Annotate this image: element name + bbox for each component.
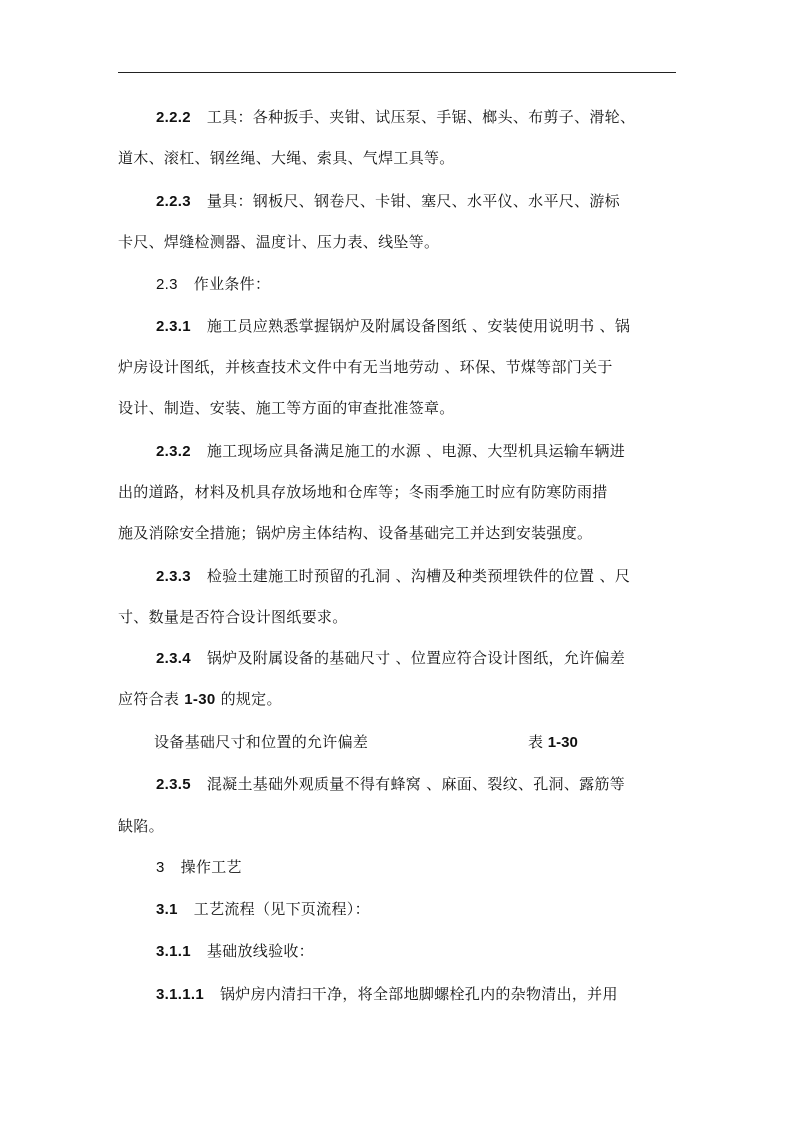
- paragraph-text: 作业条件：: [193, 275, 271, 293]
- section-3-1-heading: [156, 899, 370, 920]
- paragraph-2-3-2-line-3: [118, 523, 592, 543]
- table-caption-number: [528, 732, 578, 753]
- paragraph-text: 设计、制造、安装、施工等方面的审查批准签章。: [118, 399, 455, 417]
- table-reference: 1-30: [184, 691, 216, 708]
- paragraph-text: 的规定。: [215, 690, 282, 708]
- paragraph-text: 锅炉房内清扫干净，将全部地脚螺栓孔内的杂物清出，并用: [219, 985, 618, 1003]
- table-label: 表: [528, 733, 548, 751]
- section-number: 2.2.2: [156, 109, 191, 126]
- section-3-heading: [156, 857, 242, 878]
- paragraph-2-2-2-line-1: [156, 107, 635, 128]
- paragraph-2-3-1-line-1: [156, 316, 630, 337]
- section-number: 2.3.2: [156, 443, 191, 460]
- paragraph-text: 量具：钢板尺、钢卷尺、卡钳、塞尺、水平仪、水平尺、游标: [206, 192, 620, 210]
- section-number: 3.1: [156, 901, 178, 918]
- paragraph-text: 寸、数量是否符合设计图纸要求。: [118, 608, 348, 626]
- paragraph-2-3-5-line-2: [118, 816, 164, 836]
- section-number: 3.1.1.1: [156, 986, 204, 1003]
- table-label-number: 1-30: [547, 734, 578, 751]
- paragraph-text: 缺陷。: [118, 817, 164, 835]
- section-number: 2.3.5: [156, 776, 191, 793]
- section-number: 2.3.1: [156, 318, 191, 335]
- section-number: 2.3.4: [156, 650, 191, 667]
- paragraph-2-3-4-line-1: [156, 648, 625, 669]
- section-title: 操作工艺: [180, 858, 242, 876]
- paragraph-text: 检验土建施工时预留的孔洞 、沟槽及种类预埋铁件的位置 、尺: [206, 567, 631, 585]
- paragraph-2-2-2-line-2: [118, 148, 455, 168]
- paragraph-2-2-3-line-1: [156, 191, 620, 212]
- paragraph-text: 施工员应熟悉掌握锅炉及附属设备图纸 、安装使用说明书 、锅: [206, 317, 631, 335]
- paragraph-2-2-3-line-2: [118, 232, 439, 252]
- section-3-1-1-heading: [156, 941, 314, 962]
- paragraph-text: 出的道路，材料及机具存放场地和仓库等；冬雨季施工时应有防寒防雨措: [118, 483, 608, 501]
- paragraph-text: 施及消除安全措施；锅炉房主体结构、设备基础完工并达到安装强度。: [118, 524, 593, 542]
- section-number: 2.3.3: [156, 568, 191, 585]
- paragraph-text: 混凝土基础外观质量不得有蜂窝 、麻面、裂纹、孔洞、露筋等: [206, 775, 626, 793]
- paragraph-2-3-5-line-1: [156, 774, 625, 795]
- section-number: 3.1.1: [156, 943, 191, 960]
- paragraph-text: 锅炉及附属设备的基础尺寸 、位置应符合设计图纸，允许偏差: [206, 649, 626, 667]
- paragraph-2-3-1-line-3: [118, 398, 455, 418]
- paragraph-text: 卡尺、焊缝检测器、温度计、压力表、线坠等。: [118, 233, 440, 251]
- paragraph-2-3-2-line-1: [156, 441, 625, 462]
- paragraph-2-3-4-line-2: [118, 689, 282, 710]
- table-caption-title: 设备基础尺寸和位置的允许偏差: [154, 733, 369, 751]
- section-number: 2.2.3: [156, 193, 191, 210]
- paragraph-2-3-1-line-2: [118, 357, 613, 377]
- section-title: 工艺流程（见下页流程）：: [193, 900, 370, 918]
- paragraph-3-1-1-1-line-1: [156, 984, 618, 1005]
- paragraph-text: 施工现场应具备满足施工的水源 、电源、大型机具运输车辆进: [206, 442, 626, 460]
- paragraph-text: 道木、滚杠、钢丝绳、大绳、索具、气焊工具等。: [118, 149, 455, 167]
- paragraph-2-3-3-line-2: [118, 607, 348, 627]
- section-number: 2.3: [156, 276, 178, 293]
- section-title: 基础放线验收：: [206, 942, 314, 960]
- paragraph-text: 炉房设计图纸，并核查技术文件中有无当地劳动 、环保、节煤等部门关于: [118, 358, 613, 376]
- paragraph-2-3: [156, 274, 270, 295]
- paragraph-text: 应符合表: [118, 690, 185, 708]
- paragraph-2-3-3-line-1: [156, 566, 630, 587]
- paragraph-2-3-2-line-2: [118, 482, 608, 502]
- paragraph-text: 工具：各种扳手、夹钳、试压泵、手锯、榔头、布剪子、滑轮、: [206, 108, 636, 126]
- header-rule: [118, 72, 676, 73]
- section-number: 3: [156, 859, 165, 876]
